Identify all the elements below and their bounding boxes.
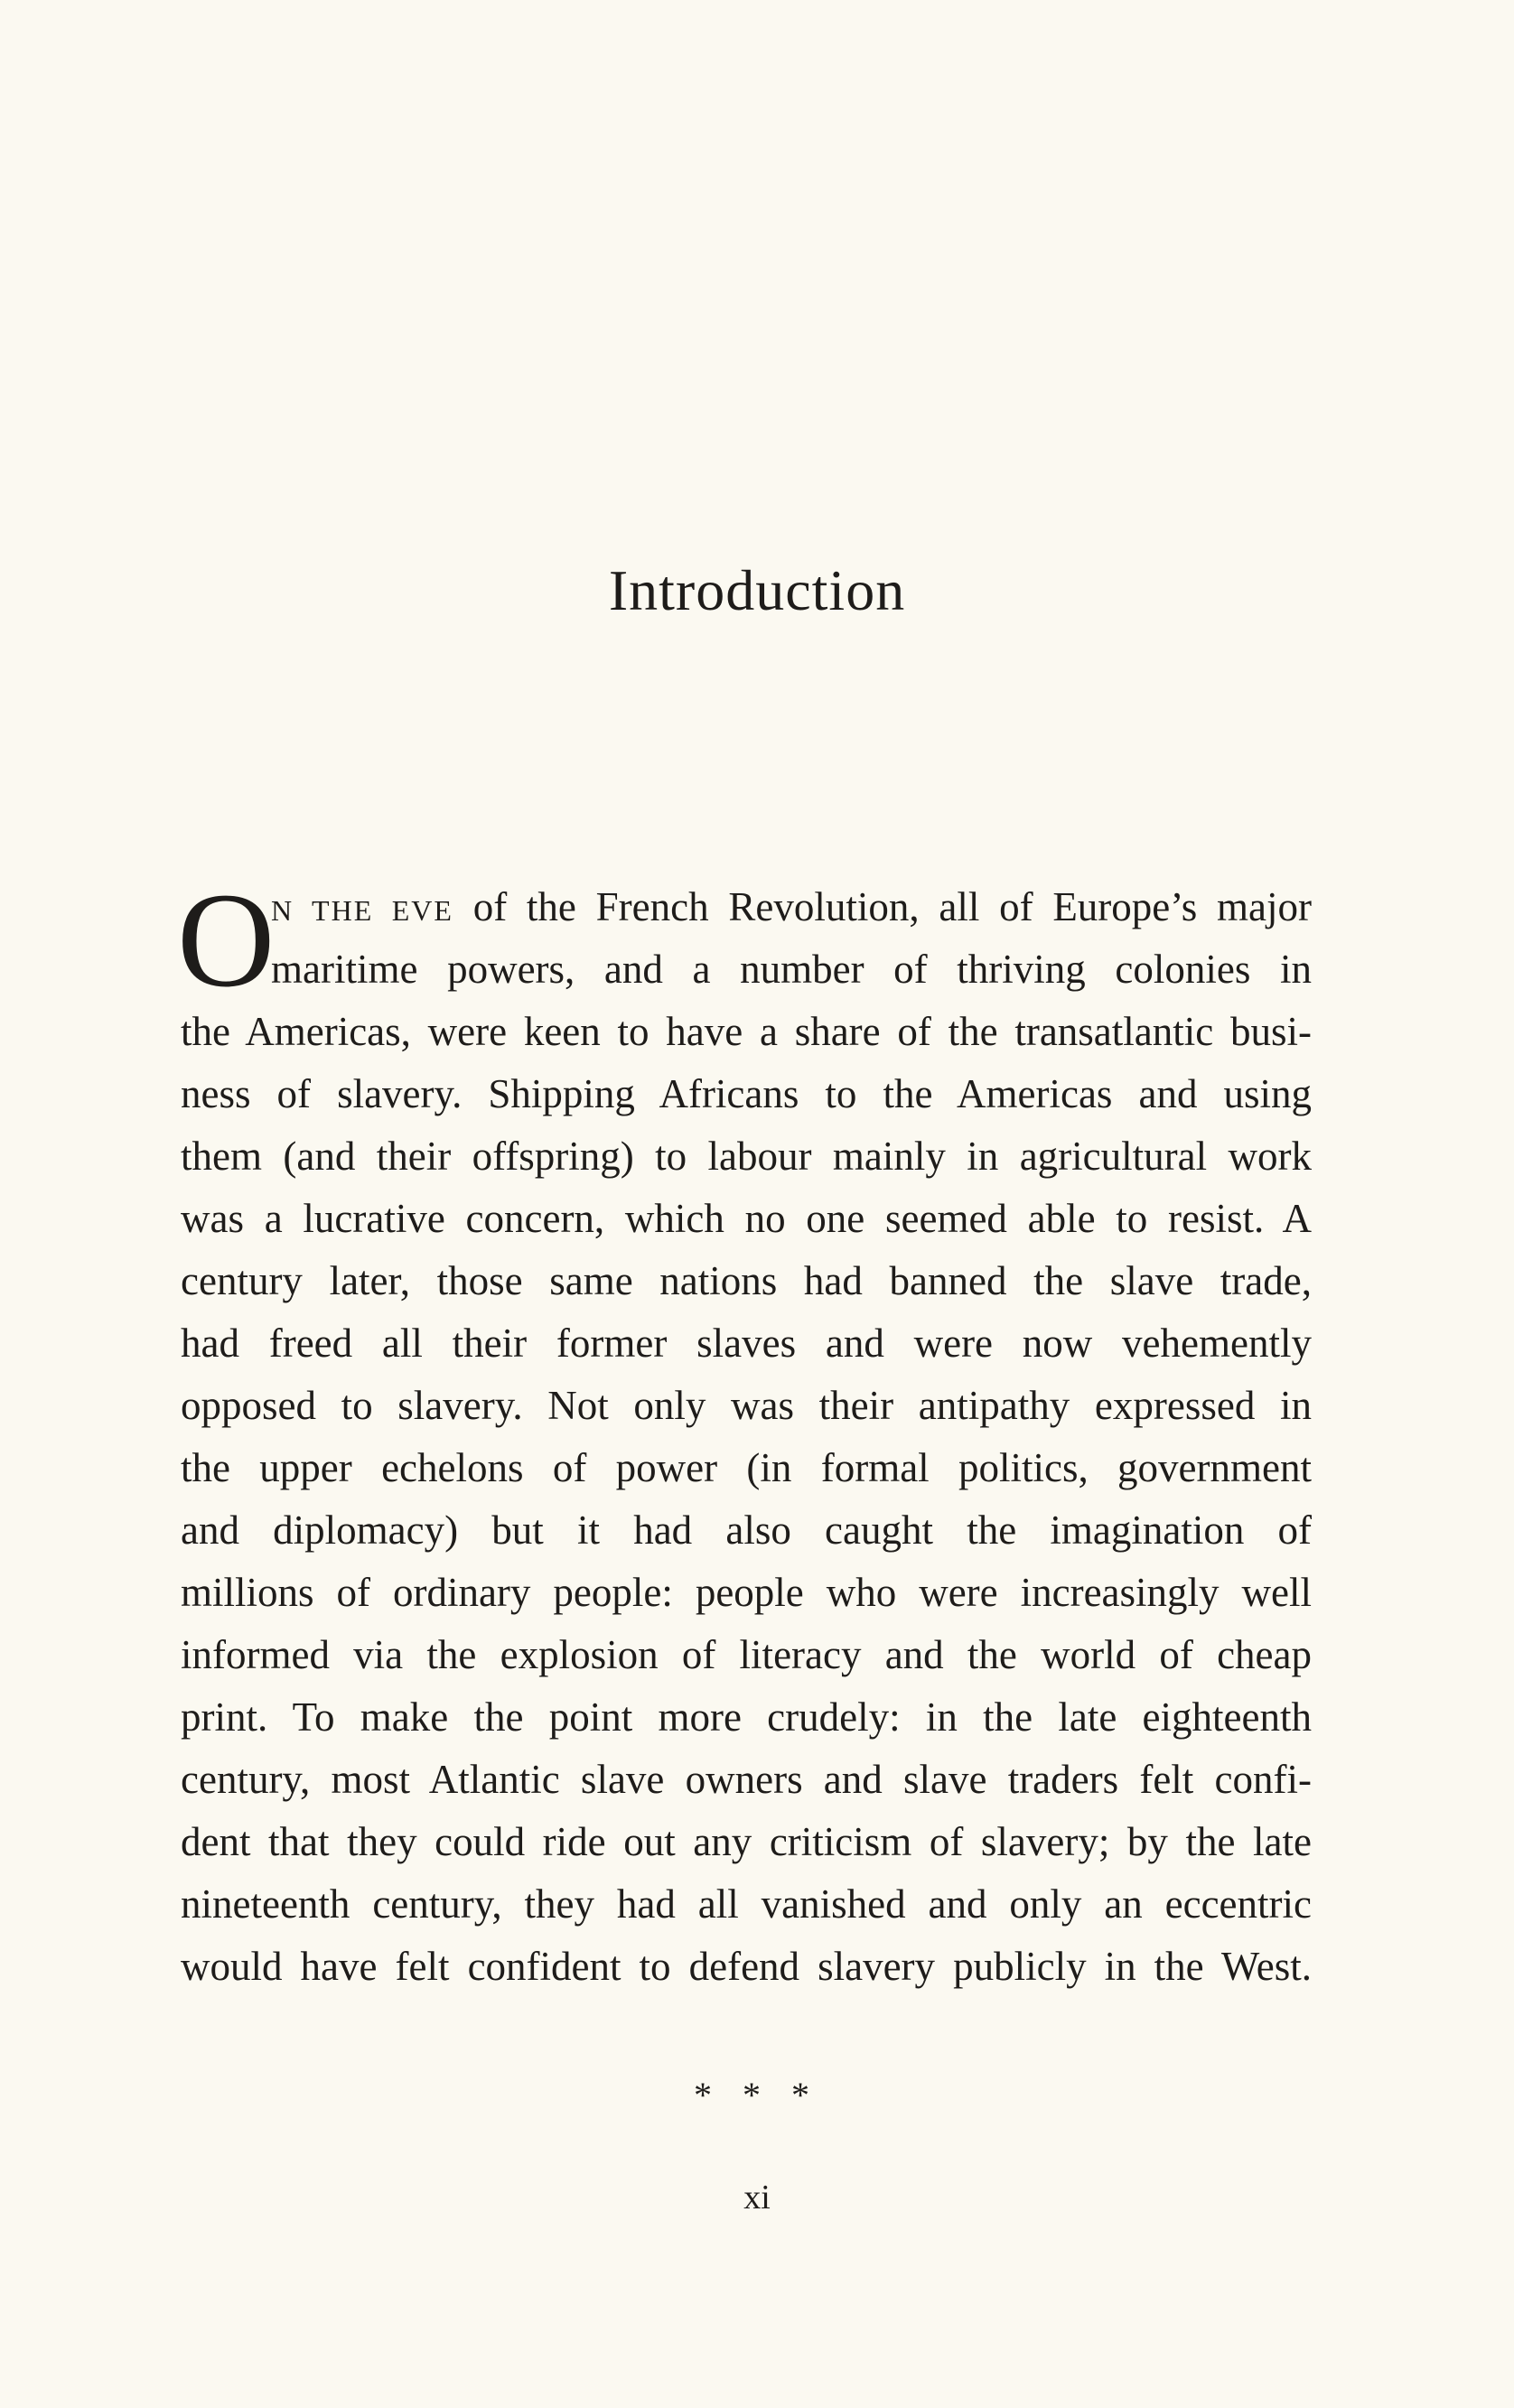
text-line [181, 876, 1312, 938]
text-line: would have felt confident to defend slavery publicly in the West. [181, 1944, 1312, 1989]
text-line: was a lucrative concern, which no one seemed able to resist. A [181, 1196, 1312, 1241]
text-line: informed via the explosion of literacy and the world of cheap [181, 1632, 1312, 1677]
section-break: * * * [694, 2075, 820, 2115]
text-line: opposed to slavery. Not only was their antipathy expressed in [181, 1383, 1312, 1428]
text-line: dent that they could ride out any criticism of slavery; by the late [181, 1819, 1312, 1864]
text-line: century later, those same nations had banned the slave trade, [181, 1258, 1312, 1303]
lead-in-small-caps: N THE EVE [271, 894, 453, 927]
text-line: millions of ordinary people: people who were increasingly well [181, 1570, 1312, 1615]
text-line: maritime powers, and a number of thriving colonies in [271, 947, 1312, 992]
chapter-title: Introduction [608, 558, 906, 622]
text-line: and diplomacy) but it had also caught the imagination of [181, 1507, 1312, 1553]
text-line: century, most Atlantic slave owners and slave traders felt confi- [181, 1757, 1312, 1802]
text-line-content: of the French Revolution, all of Europe’s major [453, 884, 1312, 929]
page-number: xi [743, 2179, 771, 2217]
text-line: had freed all their former slaves and were now vehemently [181, 1321, 1312, 1366]
text-line: nineteenth century, they had all vanished and only an eccentric [181, 1881, 1312, 1927]
text-line: the Americas, were keen to have a share of the transatlantic busi- [181, 1009, 1312, 1054]
text-line: ness of slavery. Shipping Africans to the Americas and using [181, 1071, 1312, 1116]
chapter-body [181, 876, 1312, 1998]
text-line: print. To make the point more crudely: in the late eighteenth [181, 1694, 1312, 1740]
text-line: the upper echelons of power (in formal politics, government [181, 1445, 1312, 1490]
text-line: them (and their offspring) to labour mainly in agricultural work [181, 1134, 1312, 1179]
drop-cap: O [177, 865, 276, 1015]
